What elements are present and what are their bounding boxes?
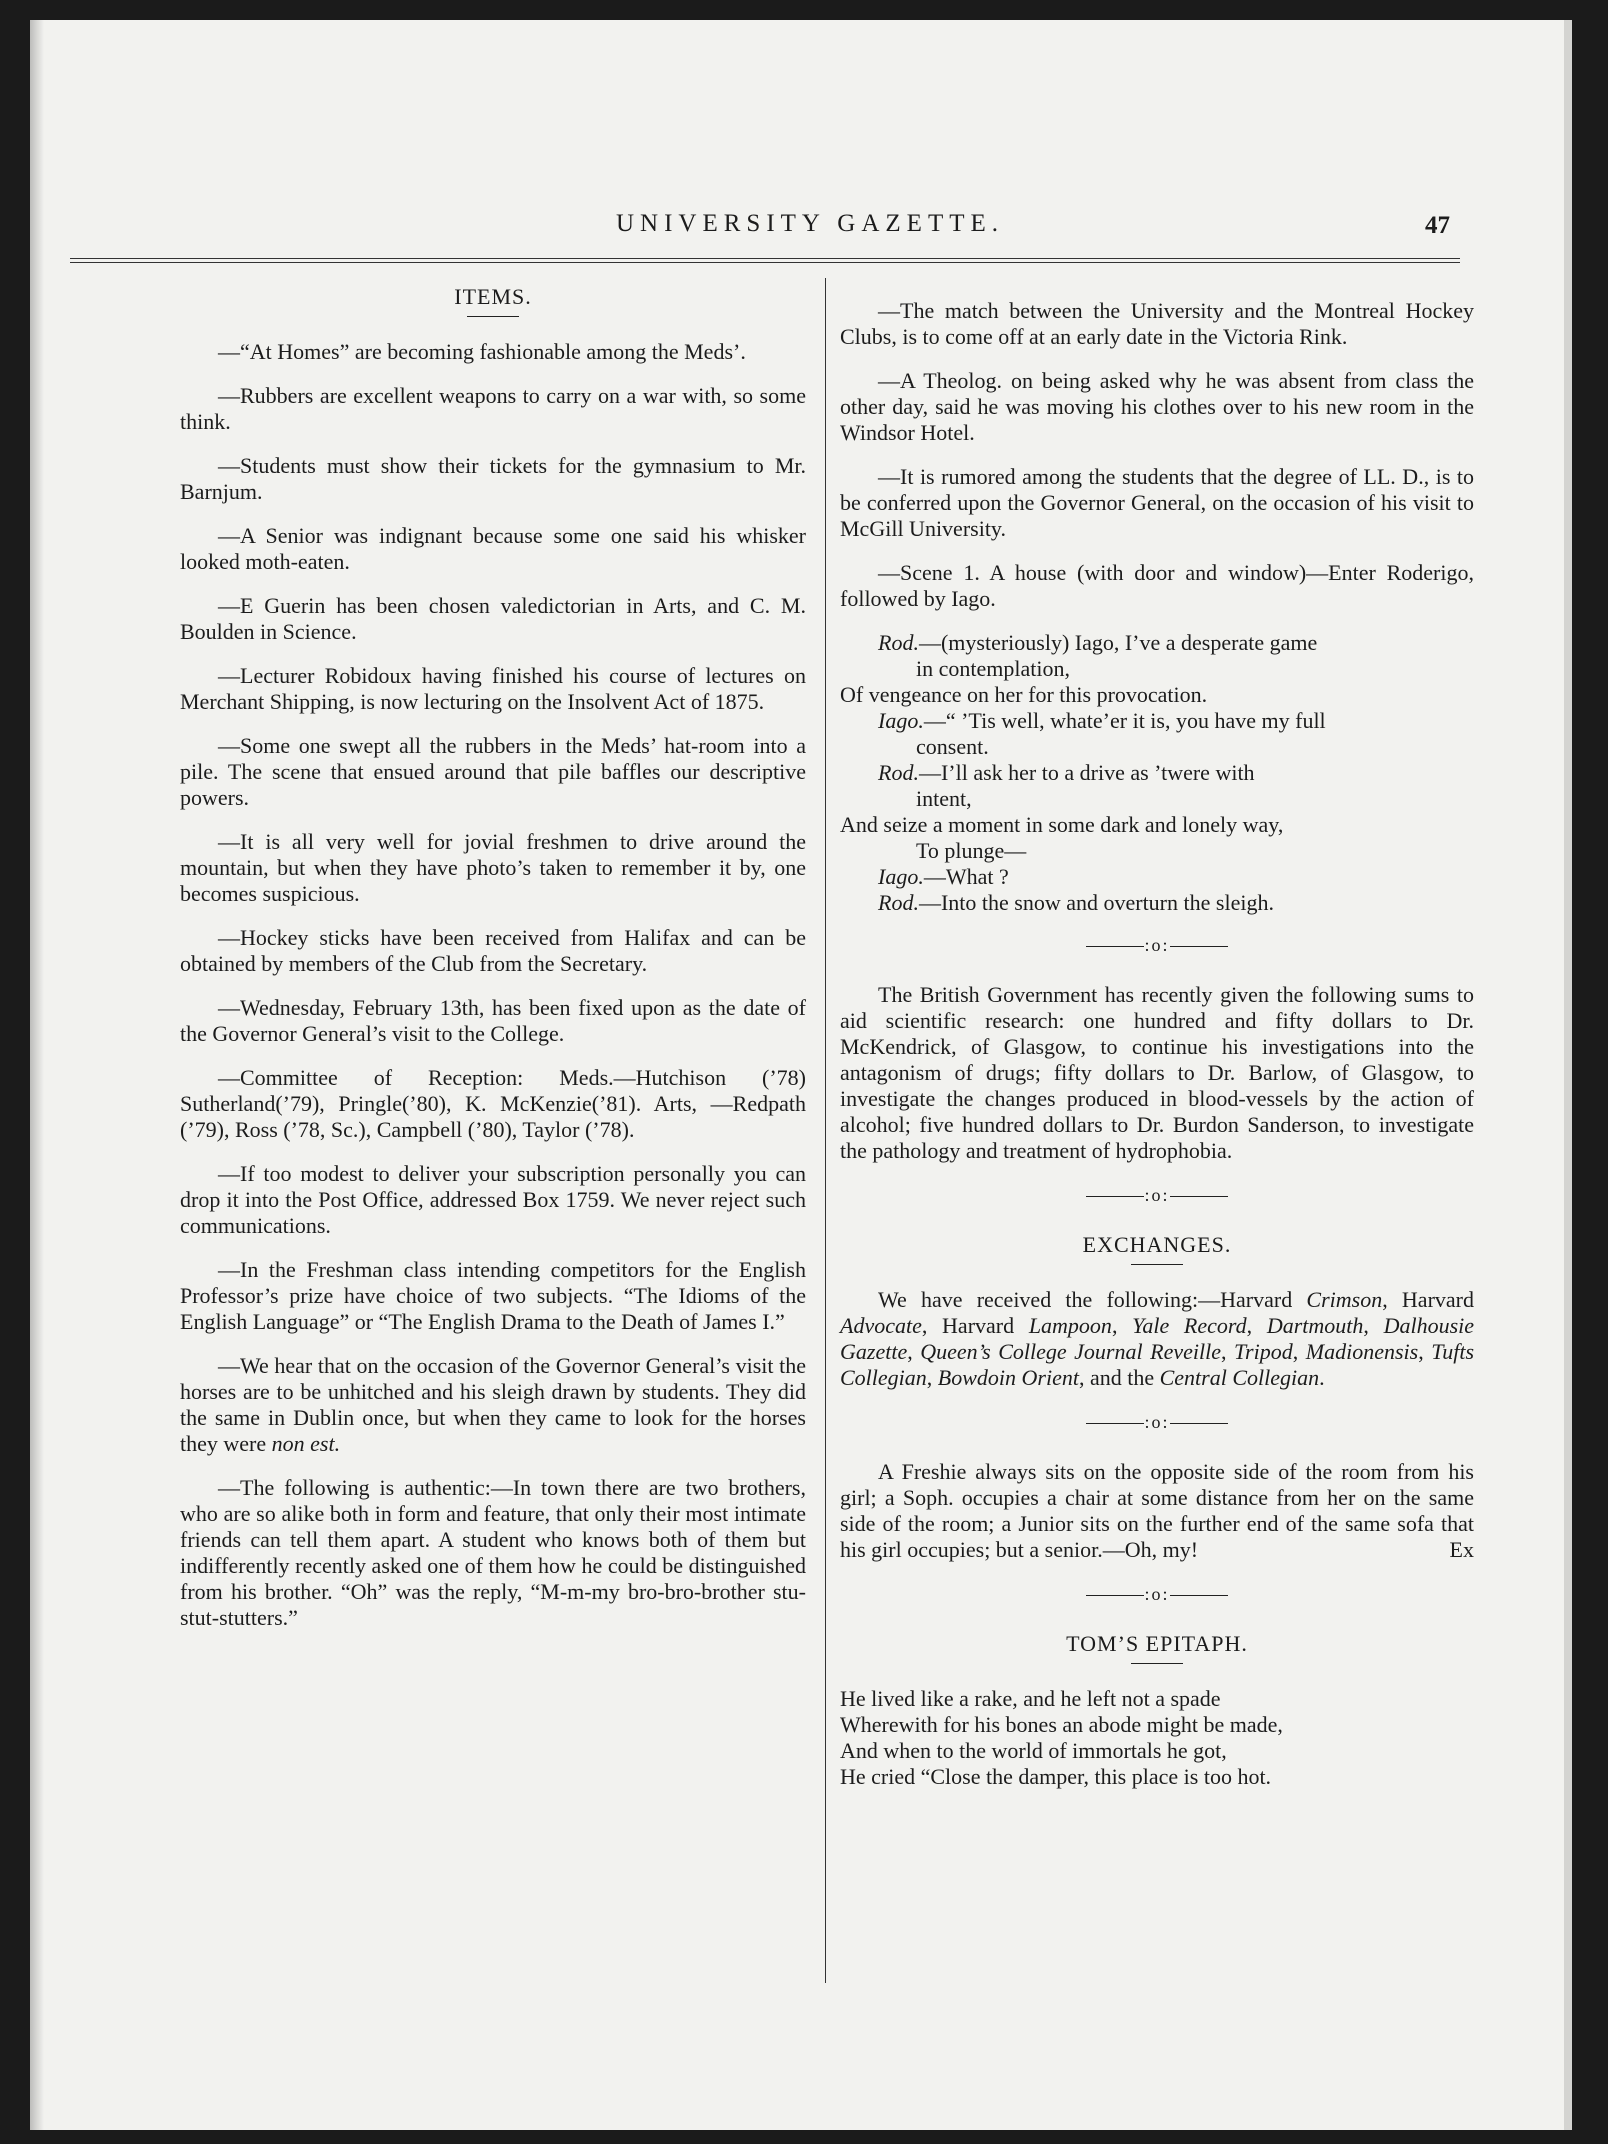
page-header bbox=[160, 210, 1460, 254]
exchanges-text: , bbox=[1418, 1339, 1432, 1364]
item-paragraph: —Rubbers are excellent weapons to carry on a war with, so some think. bbox=[180, 383, 806, 434]
left-column bbox=[180, 278, 806, 1649]
dialogue-speaker: Iago. bbox=[878, 864, 924, 889]
ornament-divider: :o: bbox=[840, 932, 1474, 958]
periodical-name: Tufts Collegian bbox=[840, 1339, 1475, 1390]
freshie-signature: Ex bbox=[1449, 1537, 1474, 1562]
dialogue-line bbox=[878, 708, 1474, 734]
page-gutter-shadow bbox=[30, 20, 44, 2130]
ornament-divider: :o: bbox=[840, 1182, 1474, 1208]
right-column bbox=[840, 298, 1474, 1790]
item-paragraph: —It is all very well for jovial freshmen to drive around the mountain, but when they have photo’s taken to remember it by, one becomes suspicious. bbox=[180, 829, 806, 906]
dialogue-continuation: in contemplation, bbox=[916, 656, 1070, 681]
dialogue-verse-line: And seize a moment in some dark and lonely way, bbox=[840, 812, 1284, 837]
epitaph-verse bbox=[840, 1686, 1474, 1790]
item-governor-visit bbox=[180, 1353, 806, 1457]
dialogue-text: —(mysteriously) Iago, I’ve a desperate game bbox=[918, 630, 1318, 655]
item-paragraph: —It is rumored among the students that the degree of LL. D., is to be conferred upon the Governor General, on the occasion of his visit to McGill University. bbox=[840, 464, 1474, 541]
exchanges-paragraph: We have received the following:—Harvard Crimson, Harvard Advocate, Harvard Lampoon, Yale Record, Dartmouth, Dalhousie Gazette, Queen’s College Journal Reveille, Tripod, Madionensis, Tufts Collegian, Bowdoin Orient, and the Central Collegian. bbox=[840, 1287, 1475, 1390]
epitaph-title: TOM’S EPITAPH. bbox=[1066, 1631, 1248, 1656]
dialogue-continuation: To plunge— bbox=[916, 838, 1027, 863]
dialogue-line bbox=[878, 890, 1474, 916]
periodical-name: Tripod bbox=[1234, 1339, 1293, 1364]
exchanges-text: , Harvard bbox=[921, 1313, 1029, 1338]
item-paragraph: —“At Homes” are becoming fashionable among the Meds’. bbox=[218, 339, 746, 364]
periodical-name: Dartmouth bbox=[1266, 1313, 1364, 1338]
items-title-rule bbox=[467, 316, 519, 317]
dialogue-continuation: intent, bbox=[916, 786, 972, 811]
epitaph-line: And when to the world of immortals he got, bbox=[840, 1738, 1227, 1763]
periodical-name: Queen’s College Journal bbox=[920, 1339, 1143, 1364]
items-list bbox=[180, 339, 806, 1335]
exchanges-text: . bbox=[1319, 1365, 1325, 1390]
item-paragraph: —Hockey sticks have been received from Halifax and can be obtained by members of the Club from the Secretary. bbox=[180, 925, 806, 976]
dialogue-block bbox=[840, 630, 1474, 916]
dialogue-text: —I’ll ask her to a drive as ’twere with bbox=[918, 760, 1255, 785]
dialogue-line bbox=[878, 760, 1474, 786]
dialogue-text: —Into the snow and overturn the sleigh. bbox=[918, 890, 1274, 915]
item-governor-text: —We hear that on the occasion of the Governor General’s visit the horses are to be unhitched and his sleigh drawn by students. They did the same in Dublin once, but when they came to look for the horses they were bbox=[180, 1353, 806, 1456]
item-paragraph: —Lecturer Robidoux having finished his course of lectures on Merchant Shipping, is now lecturing on the Insolvent Act of 1875. bbox=[180, 663, 806, 714]
item-paragraph: —The match between the University and the Montreal Hockey Clubs, is to come off at an early date in the Victoria Rink. bbox=[840, 298, 1474, 349]
ornament-divider: :o: bbox=[840, 1581, 1474, 1607]
item-paragraph: —If too modest to deliver your subscription personally you can drop it into the Post Office, addressed Box 1759. We never reject such communications. bbox=[180, 1161, 806, 1238]
epitaph-title-rule bbox=[1131, 1663, 1183, 1664]
running-head: UNIVERSITY GAZETTE. bbox=[615, 210, 1005, 237]
dialogue-line bbox=[878, 630, 1474, 656]
periodical-name: Lampoon bbox=[1028, 1313, 1112, 1338]
item-brothers: —The following is authentic:—In town there are two brothers, who are so alike both in form and feature, that only their most intimate friends can tell them apart. A student who knows both of them but indifferently recently asked one of them how he could be distinguished from his brother. “Oh” was the reply, “M-m-my bro-bro-brother stu-stut-stutters.” bbox=[180, 1475, 806, 1630]
header-rule bbox=[70, 258, 1460, 263]
gazette-page bbox=[30, 20, 1572, 2130]
exchanges-text: , bbox=[926, 1365, 938, 1390]
dialogue-speaker: Rod. bbox=[878, 890, 919, 915]
item-paragraph: —In the Freshman class intending competitors for the English Professor’s prize have choice of two subjects. “The Idioms of the English Language” or “The English Drama to the Death of James I.” bbox=[180, 1257, 806, 1334]
column-divider bbox=[825, 278, 826, 1983]
dialogue-speaker: Rod. bbox=[878, 630, 919, 655]
item-paragraph: —Students must show their tickets for the gymnasium to Mr. Barnjum. bbox=[180, 453, 806, 504]
exchanges-text: , bbox=[1111, 1313, 1133, 1338]
page-right-edge bbox=[1564, 20, 1572, 2130]
ornament-divider: :o: bbox=[840, 1409, 1474, 1435]
dialogue-speaker: Rod. bbox=[878, 760, 919, 785]
item-paragraph: —Wednesday, February 13th, has been fixed upon as the date of the Governor General’s visit to the College. bbox=[180, 995, 806, 1046]
periodical-name: Advocate bbox=[840, 1313, 922, 1338]
dialogue-text: —“ ’Tis well, whate’er it is, you have my full bbox=[923, 708, 1326, 733]
dialogue-line bbox=[878, 864, 1474, 890]
research-paragraph: The British Government has recently given the following sums to aid scientific research: one hundred and fifty dollars to Dr. McKendrick, of Glasgow, to continue his investigations into the antagonism of drugs; fifty dollars to Dr. Barlow, of Glasgow, to investigate the changes produced in blood-vessels by the action of alcohol; five hundred dollars to Dr. Burdon Sanderson, to investigate the pathology and treatment of hydrophobia. bbox=[840, 982, 1474, 1163]
dialogue-continuation: consent. bbox=[916, 734, 989, 759]
exchanges-title-rule bbox=[1131, 1264, 1183, 1265]
epitaph-line: He lived like a rake, and he left not a spade bbox=[840, 1686, 1221, 1711]
item-paragraph: —E Guerin has been chosen valedictorian in Arts, and C. M. Boulden in Science. bbox=[180, 593, 806, 644]
item-paragraph: —Committee of Reception: Meds.—Hutchison (’78) Sutherland(’79), Pringle(’80), K. McKenzie(’81). Arts, —Redpath (’79), Ross (’78, Sc.), Campbell (’80), Taylor (’78). bbox=[180, 1065, 806, 1142]
page-number: 47 bbox=[1425, 212, 1450, 239]
dialogue-speaker: Iago. bbox=[878, 708, 924, 733]
epitaph-line: He cried “Close the damper, this place is too hot. bbox=[840, 1764, 1272, 1789]
item-paragraph: —A Senior was indignant because some one said his whisker looked moth-eaten. bbox=[180, 523, 806, 574]
periodical-name: Reveille bbox=[1150, 1339, 1221, 1364]
item-governor-italic: non est. bbox=[271, 1431, 341, 1456]
periodical-name: Yale Record bbox=[1132, 1313, 1247, 1338]
item-paragraph: —A Theolog. on being asked why he was absent from class the other day, said he was moving his clothes over to his new room in the Windsor Hotel. bbox=[840, 368, 1474, 445]
exchanges-text: , Harvard bbox=[1382, 1287, 1474, 1312]
exchanges-text: , bbox=[1221, 1339, 1235, 1364]
periodical-name: Crimson bbox=[1292, 1287, 1383, 1312]
periodical-name: Dalhousie Gazette bbox=[840, 1313, 1475, 1364]
exchanges-text: , bbox=[1363, 1313, 1384, 1338]
dialogue-verse-line: Of vengeance on her for this provocation. bbox=[840, 682, 1208, 707]
exchanges-title: EXCHANGES. bbox=[1082, 1232, 1232, 1257]
periodical-name: Madionensis bbox=[1305, 1339, 1419, 1364]
periodical-name: Central Collegian bbox=[1159, 1365, 1320, 1390]
exchanges-text: , and the bbox=[1078, 1365, 1160, 1390]
exchanges-text: , bbox=[1292, 1339, 1306, 1364]
exchanges-text: , bbox=[907, 1339, 921, 1364]
freshie-paragraph: A Freshie always sits on the opposite side of the room from his girl; a Soph. occupies a chair at some distance from her on the same side of the room; a Junior sits on the further end of the same sofa that his girl occupies; but a senior.—Oh, my! Ex bbox=[840, 1459, 1474, 1562]
items-title: ITEMS. bbox=[454, 284, 532, 309]
right-items-list bbox=[840, 298, 1474, 542]
periodical-name: Bowdoin Orient bbox=[937, 1365, 1079, 1390]
epitaph-line: Wherewith for his bones an abode might be made, bbox=[840, 1712, 1283, 1737]
exchanges-text: , bbox=[1246, 1313, 1267, 1338]
scene-intro: —Scene 1. A house (with door and window)—Enter Roderigo, followed by Iago. bbox=[840, 560, 1474, 611]
item-paragraph: —Some one swept all the rubbers in the Meds’ hat-room into a pile. The scene that ensued around that pile baffles our descriptive powers. bbox=[180, 733, 806, 810]
dialogue-text: —What ? bbox=[923, 864, 1009, 889]
